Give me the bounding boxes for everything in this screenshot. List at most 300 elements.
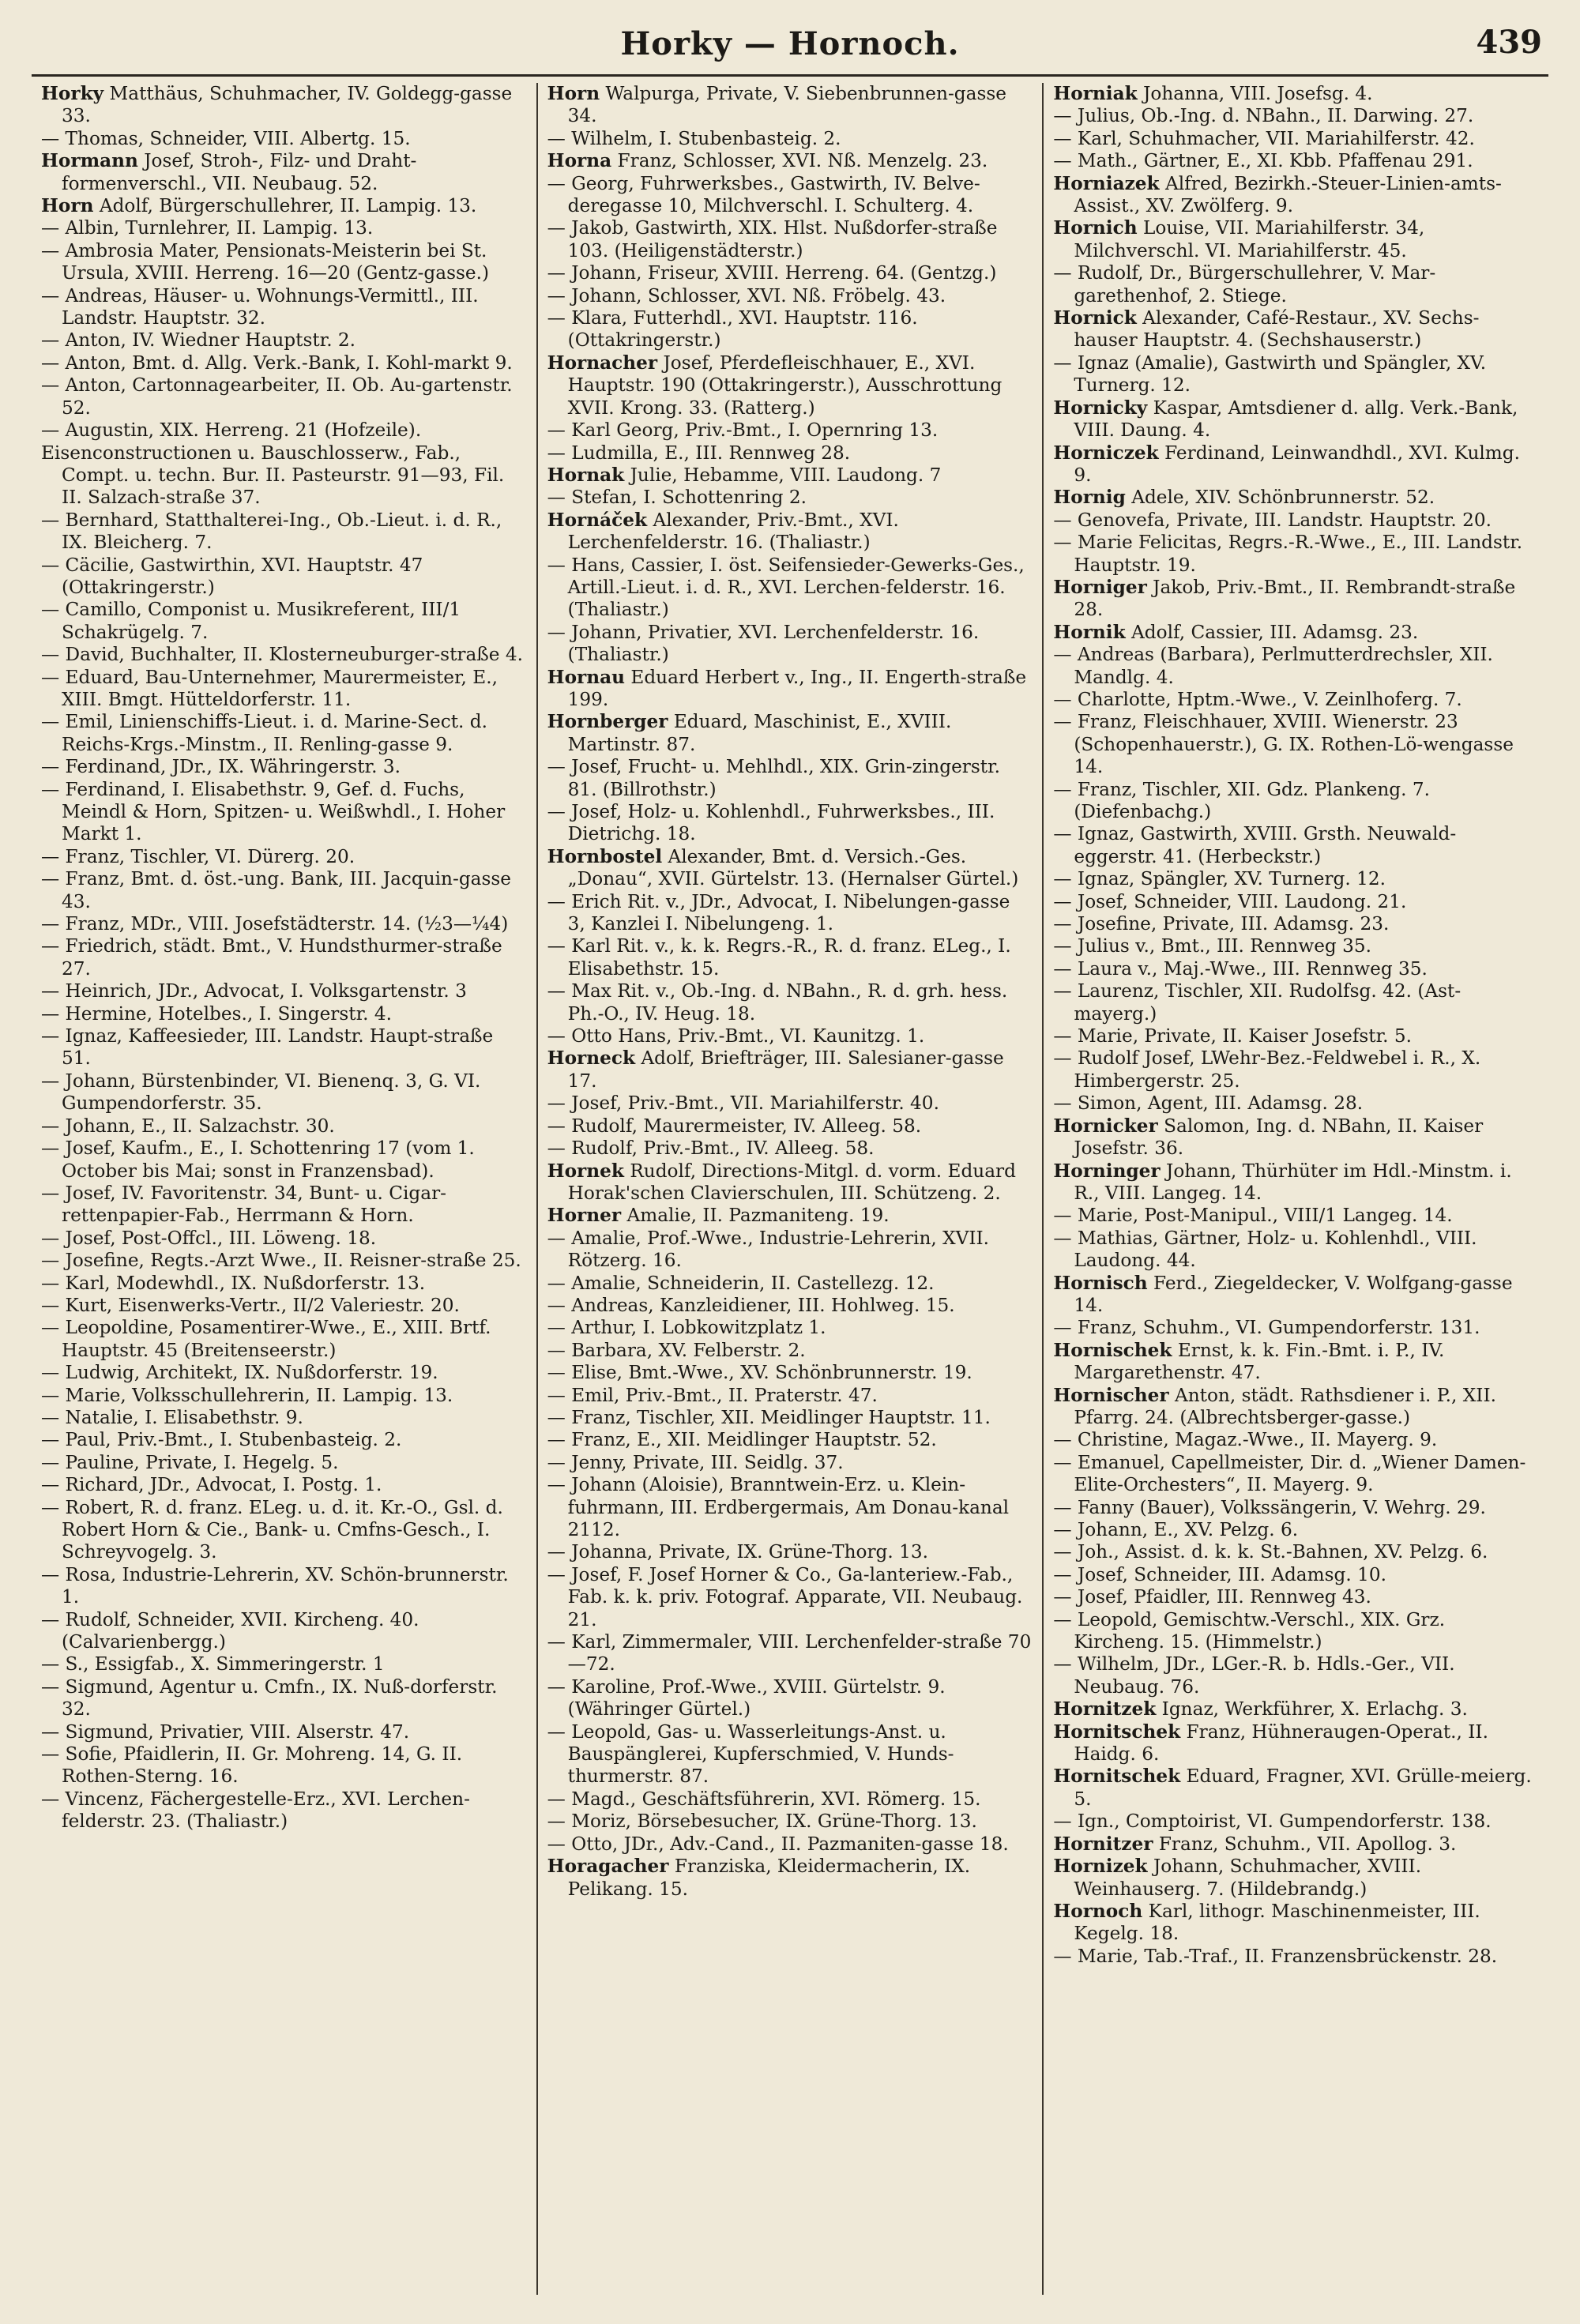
- directory-entry: [547, 83, 1033, 128]
- directory-entry: [547, 1295, 1033, 1317]
- directory-entry: [41, 442, 527, 510]
- directory-entry: [1053, 532, 1539, 577]
- entry-surname: Horn: [547, 83, 600, 104]
- directory-entry: [1053, 1519, 1539, 1541]
- entry-text: — Josef, Schneider, III. Adamsg. 10.: [1053, 1563, 1386, 1585]
- directory-entry: [547, 846, 1033, 891]
- directory-entry: [1053, 1766, 1539, 1811]
- directory-entry: [41, 1295, 527, 1317]
- entry-text: — Franz, Tischler, VI. Dürerg. 20.: [41, 845, 356, 867]
- entry-text: — Johanna, Private, IX. Grüne-Thorg. 13.: [547, 1541, 929, 1563]
- entry-text: Josef, Pferdefleischhauer, E., XVI. Hauptstr. 190 (Ottakringerstr.), Ausschrottung XVII. Krong. 33. (Ratterg.): [567, 352, 1003, 419]
- directory-entry: [547, 464, 1033, 487]
- entry-text: — Klara, Futterhdl., XVI. Hauptstr. 116. (Ottakringerstr.): [547, 307, 918, 352]
- entry-text: — Johann, E., II. Salzachstr. 30.: [41, 1115, 335, 1137]
- entry-text: — Laura v., Maj.-Wwe., III. Rennweg 35.: [1053, 957, 1428, 980]
- entry-text: Franziska, Kleidermacherin, IX. Pelikang. 15.: [567, 1856, 971, 1900]
- directory-entry: [547, 217, 1033, 262]
- entry-text: Josef, Stroh-, Filz- und Draht-formenverschl., VII. Neubaug. 52.: [62, 150, 417, 194]
- entry-text: — Eduard, Bau-Unternehmer, Maurermeister, E., XIII. Bmgt. Hütteldorferstr. 11.: [41, 666, 498, 710]
- entry-text: — Ferdinand, JDr., IX. Währingerstr. 3.: [41, 756, 401, 778]
- directory-entry: [41, 374, 527, 419]
- entry-text: — Simon, Agent, III. Adamsg. 28.: [1053, 1092, 1364, 1115]
- directory-entry: [547, 1385, 1033, 1407]
- entry-text: — Hermine, Hotelbes., I. Singerstr. 4.: [41, 1002, 393, 1025]
- entry-text: Johann, Schuhmacher, XVIII. Weinhauserg. 7. (Hildebrandg.): [1074, 1856, 1422, 1900]
- directory-entry: [41, 913, 527, 935]
- entry-text: Franz, Hühneraugen-Operat., II. Haidg. 6.: [1074, 1720, 1488, 1766]
- directory-entry: [41, 128, 527, 150]
- directory-entry: [41, 711, 527, 756]
- entry-text: — Mathias, Gärtner, Holz- u. Kohlenhdl., VIII. Laudong. 44.: [1053, 1227, 1477, 1272]
- entry-text: Ernst, k. k. Fin.-Bmt. i. P., IV. Margarethenstr. 47.: [1074, 1339, 1445, 1384]
- directory-entry: [1053, 823, 1539, 868]
- entry-text: Adolf, Cassier, III. Adamsg. 23.: [1125, 621, 1419, 643]
- directory-entry: [547, 1631, 1033, 1676]
- entry-surname: Horniger: [1053, 576, 1147, 598]
- directory-entry: [1053, 891, 1539, 913]
- directory-entry: [1053, 779, 1539, 824]
- entry-text: — Marie, Volksschullehrerin, II. Lampig. 13.: [41, 1384, 453, 1406]
- directory-entry: [1053, 1586, 1539, 1608]
- entry-text: — Franz, Tischler, XII. Meidlinger Hauptstr. 11.: [547, 1406, 991, 1428]
- directory-entry: [547, 980, 1033, 1025]
- entry-text: — Vincenz, Fächergestelle-Erz., XVI. Lerchen-felderstr. 23. (Thaliastr.): [41, 1788, 470, 1833]
- entry-text: — Franz, Schuhm., VI. Gumpendorferstr. 131.: [1053, 1317, 1480, 1339]
- entry-surname: Hornizek: [1053, 1856, 1148, 1878]
- entry-text: — Cäcilie, Gastwirthin, XVI. Hauptstr. 47 (Ottakringerstr.): [41, 554, 423, 598]
- entry-text: — Ludmilla, E., III. Rennweg 28.: [547, 442, 851, 464]
- entry-text: — Elise, Bmt.-Wwe., XV. Schönbrunnerstr. 19.: [547, 1362, 972, 1384]
- entry-surname: Hornek: [547, 1160, 624, 1182]
- entry-text: Kaspar, Amtsdiener d. allg. Verk.-Bank, VIII. Daung. 4.: [1074, 397, 1518, 442]
- directory-entry: [547, 1362, 1033, 1384]
- entry-surname: Hornitzer: [1053, 1833, 1153, 1855]
- entry-text: — Natalie, I. Elisabethstr. 9.: [41, 1406, 303, 1428]
- entry-text: — Kurt, Eisenwerks-Vertr., II/2 Valeriestr. 20.: [41, 1294, 460, 1316]
- directory-entry: [41, 1452, 527, 1474]
- directory-entry: [1053, 487, 1539, 509]
- entry-text: — Karl, Zimmermaler, VIII. Lerchenfelder-straße 70—72.: [547, 1631, 1032, 1675]
- entry-text: — Karl Rit. v., k. k. Regrs.-R., R. d. franz. ELeg., I. Elisabethstr. 15.: [547, 935, 1011, 980]
- directory-entry: [1053, 1811, 1539, 1833]
- entry-text: Alexander, Café-Restaur., XV. Sechs-hauser Hauptstr. 4. (Sechshauserstr.): [1074, 307, 1480, 352]
- directory-entry: [547, 1564, 1033, 1631]
- entry-text: — Julius, Ob.-Ing. d. NBahn., II. Darwing. 27.: [1053, 105, 1474, 127]
- entry-text: — Ignaz (Amalie), Gastwirth und Spängler, XV. Turnerg. 12.: [1053, 352, 1487, 397]
- entry-text: — Franz, Bmt. d. öst.-ung. Bank, III. Jacquin-gasse 43.: [41, 868, 512, 912]
- directory-entry: [1053, 262, 1539, 307]
- directory-entry: [41, 1025, 527, 1070]
- directory-entry: [1053, 1452, 1539, 1497]
- directory-entry: [547, 1092, 1033, 1115]
- entry-text: Ferdinand, Leinwandhdl., XVI. Kulmg. 9.: [1074, 442, 1520, 486]
- entry-text: Amalie, II. Pazmaniteng. 19.: [621, 1205, 890, 1227]
- entry-text: — Leopoldine, Posamentirer-Wwe., E., XIII. Brtf. Hauptstr. 45 (Breitenseerstr.): [41, 1317, 491, 1361]
- entry-surname: Hornisch: [1053, 1272, 1148, 1294]
- entry-text: — Heinrich, JDr., Advocat, I. Volksgartenstr. 3: [41, 980, 467, 1002]
- directory-entry: [547, 1138, 1033, 1160]
- directory-entry: [547, 1228, 1033, 1273]
- directory-entry: [1053, 622, 1539, 644]
- entry-surname: Hornbostel: [547, 845, 663, 867]
- directory-entry: [547, 1205, 1033, 1227]
- directory-entry: [1053, 1901, 1539, 1946]
- directory-entry: [1053, 1115, 1539, 1160]
- directory-entry: [1053, 980, 1539, 1025]
- entry-text: — Thomas, Schneider, VIII. Albertg. 15.: [41, 127, 411, 149]
- entry-text: — Rudolf Josef, LWehr-Bez.-Feldwebel i. R., X. Himbergerstr. 25.: [1053, 1047, 1481, 1092]
- entry-text: — Marie, Tab.-Traf., II. Franzensbrückenstr. 28.: [1053, 1945, 1498, 1967]
- entry-text: — Charlotte, Hptm.-Wwe., V. Zeinlhoferg. 7.: [1053, 688, 1462, 710]
- entry-text: — David, Buchhalter, II. Klosterneuburger-straße 4.: [41, 644, 524, 666]
- entry-text: — Marie, Post-Manipul., VIII/1 Langeg. 14.: [1053, 1205, 1453, 1227]
- directory-entry: [547, 801, 1033, 846]
- directory-entry: [1053, 689, 1539, 711]
- directory-entry: [1053, 913, 1539, 935]
- directory-entry: [41, 846, 527, 868]
- entry-surname: Horky: [41, 83, 104, 104]
- directory-entry: [1053, 1228, 1539, 1273]
- entry-text: Walpurga, Private, V. Siebenbrunnen-gasse 34.: [567, 83, 1006, 127]
- entry-text: — Josef, Holz- u. Kohlenhdl., Fuhrwerksbes., III. Dietrichg. 18.: [547, 801, 995, 845]
- entry-text: — Amalie, Prof.-Wwe., Industrie-Lehrerin, XVII. Rötzerg. 16.: [547, 1227, 990, 1272]
- entry-text: — Rudolf, Dr., Bürgerschullehrer, V. Mar-garethenhof, 2. Stiege.: [1053, 262, 1436, 306]
- directory-entry: [547, 510, 1033, 555]
- entry-text: — Sigmund, Privatier, VIII. Alserstr. 47.: [41, 1720, 410, 1743]
- directory-entry: [41, 195, 527, 217]
- directory-entry: [1053, 1564, 1539, 1586]
- entry-surname: Horniak: [1053, 83, 1138, 104]
- entry-text: — Albin, Turnlehrer, II. Lampig. 13.: [41, 217, 374, 239]
- entry-text: — Sigmund, Agentur u. Cmfn., IX. Nuß-dorferstr. 32.: [41, 1675, 498, 1720]
- page-header: [32, 22, 1548, 77]
- directory-entry: [41, 935, 527, 980]
- entry-surname: Hornoch: [1053, 1900, 1143, 1922]
- directory-entry: [41, 1362, 527, 1384]
- entry-text: — Max Rit. v., Ob.-Ing. d. NBahn., R. d. grh. hess. Ph.-O., IV. Heug. 18.: [547, 980, 1008, 1025]
- directory-entry: [547, 1452, 1033, 1474]
- entry-text: — Franz, Tischler, XII. Gdz. Plankeng. 7. (Diefenbachg.): [1053, 778, 1430, 822]
- entry-surname: Hornik: [1053, 621, 1126, 643]
- directory-entry: [41, 1497, 527, 1564]
- entry-text: — Johann, Schlosser, XVI. Nß. Fröbelg. 43.: [547, 284, 946, 306]
- entry-text: Karl, lithogr. Maschinenmeister, III. Kegelg. 18.: [1074, 1900, 1480, 1945]
- directory-entry: [547, 173, 1033, 218]
- entry-surname: Hornak: [547, 464, 625, 486]
- entry-text: — Franz, MDr., VIII. Josefstädterstr. 14. (½3—¼4): [41, 913, 509, 935]
- entry-text: — Andreas, Häuser- u. Wohnungs-Vermittl., III. Landstr. Hauptstr. 32.: [41, 284, 479, 329]
- entry-text: — Richard, JDr., Advocat, I. Postg. 1.: [41, 1474, 382, 1496]
- directory-entry: [41, 779, 527, 846]
- directory-entry: [1053, 1946, 1539, 1968]
- directory-entry: [41, 1407, 527, 1429]
- directory-entry: [41, 1250, 527, 1272]
- entry-text: — Camillo, Componist u. Musikreferent, III/1 Schakrügelg. 7.: [41, 599, 461, 643]
- entry-text: Rudolf, Directions-Mitgl. d. vorm. Eduard Horak'schen Clavierschulen, III. Schützeng. 2.: [567, 1160, 1016, 1204]
- directory-entry: [547, 419, 1033, 442]
- directory-entry: [41, 1385, 527, 1407]
- entry-text: — Johann, Friseur, XVIII. Herreng. 64. (Gentzg.): [547, 262, 997, 284]
- directory-entry: [1053, 1541, 1539, 1563]
- directory-entry: [1053, 1497, 1539, 1519]
- directory-entry: [41, 868, 527, 913]
- entry-text: — Leopold, Gemischtw.-Verschl., XIX. Grz. Kircheng. 15. (Himmelstr.): [1053, 1608, 1446, 1653]
- directory-entry: [1053, 1340, 1539, 1385]
- directory-entry: [1053, 1160, 1539, 1205]
- directory-entry: [1053, 711, 1539, 778]
- directory-columns: [32, 83, 1548, 2295]
- directory-entry: [547, 1811, 1033, 1833]
- directory-entry: [1053, 1653, 1539, 1698]
- entry-surname: Hornischek: [1053, 1339, 1172, 1361]
- directory-entry: [547, 935, 1033, 980]
- entry-text: — Josef, IV. Favoritenstr. 34, Bunt- u. Cigar-rettenpapier-Fab., Herrmann & Horn.: [41, 1182, 446, 1227]
- entry-surname: Hornicker: [1053, 1115, 1158, 1137]
- entry-text: Matthäus, Schuhmacher, IV. Goldegg-gasse 33.: [62, 83, 513, 127]
- directory-entry: [41, 1474, 527, 1496]
- entry-text: — Josef, Schneider, VIII. Laudong. 21.: [1053, 890, 1407, 912]
- entry-text: — Ludwig, Architekt, IX. Nußdorferstr. 19.: [41, 1362, 438, 1384]
- directory-entry: [1053, 1698, 1539, 1720]
- entry-text: — Josef, Post-Offcl., III. Löweng. 18.: [41, 1227, 377, 1249]
- directory-entry: [41, 1273, 527, 1295]
- entry-text: — Marie, Private, II. Kaiser Josefstr. 5.: [1053, 1025, 1413, 1047]
- entry-text: — Otto, JDr., Adv.-Cand., II. Pazmaniten-gasse 18.: [547, 1833, 1009, 1855]
- entry-text: — Wilhelm, I. Stubenbasteig. 2.: [547, 127, 841, 149]
- entry-text: — Emil, Linienschiffs-Lieut. i. d. Marine-Sect. d. Reichs-Krgs.-Minstm., II. Renling-gasse 9.: [41, 711, 488, 755]
- directory-entry: [41, 1721, 527, 1743]
- entry-surname: Horniazek: [1053, 172, 1160, 194]
- entry-text: — Rudolf, Schneider, XVII. Kircheng. 40. (Calvarienbergg.): [41, 1608, 419, 1653]
- directory-entry: [1053, 1205, 1539, 1227]
- entry-surname: Hornitschek: [1053, 1720, 1181, 1743]
- entry-text: Louise, VII. Mariahilferstr. 34, Milchverschl. VI. Mariahilferstr. 45.: [1074, 217, 1425, 261]
- entry-text: — Karoline, Prof.-Wwe., XVIII. Gürtelstr. 9. (Währinger Gürtel.): [547, 1675, 946, 1720]
- directory-entry: [1053, 1092, 1539, 1115]
- entry-text: — Johann (Aloisie), Branntwein-Erz. u. Klein-fuhrmann, III. Erdbergermais, Am Donau-kanal 2112.: [547, 1474, 1010, 1540]
- entry-text: Johanna, VIII. Josefsg. 4.: [1137, 83, 1373, 104]
- entry-surname: Hornitschek: [1053, 1766, 1181, 1788]
- entry-text: — Leopold, Gas- u. Wasserleitungs-Anst. u. Bauspänglerei, Kupferschmied, V. Hunds-thurmerstr. 87.: [547, 1720, 954, 1788]
- directory-entry: [41, 1429, 527, 1451]
- directory-entry: [41, 150, 527, 195]
- entry-text: — Wilhelm, JDr., LGer.-R. b. Hdls.-Ger., VII. Neubaug. 76.: [1053, 1653, 1455, 1698]
- directory-entry: [41, 1743, 527, 1788]
- entry-text: — Jakob, Gastwirth, XIX. Hlst. Nußdorfer-straße 103. (Heiligenstädterstr.): [547, 217, 998, 261]
- entry-text: — Rudolf, Maurermeister, IV. Alleeg. 58.: [547, 1115, 922, 1137]
- directory-entry: [1053, 307, 1539, 352]
- directory-entry: [1053, 958, 1539, 980]
- entry-text: — Josef, Frucht- u. Mehlhdl., XIX. Grin-zingerstr. 81. (Billrothstr.): [547, 756, 1000, 800]
- directory-entry: [547, 1788, 1033, 1811]
- entry-text: Franz, Schuhm., VII. Apollog. 3.: [1153, 1833, 1457, 1855]
- directory-entry: [1053, 1047, 1539, 1092]
- entry-text: — Barbara, XV. Felberstr. 2.: [547, 1339, 806, 1361]
- entry-surname: Hornig: [1053, 487, 1126, 509]
- directory-entry: [1053, 1609, 1539, 1654]
- entry-text: — Andreas (Barbara), Perlmutterdrechsler, XII. Mandlg. 4.: [1053, 644, 1493, 688]
- directory-entry: [547, 667, 1033, 712]
- entry-text: Ignaz, Werkführer, X. Erlachg. 3.: [1156, 1698, 1468, 1720]
- directory-entry: [1053, 1721, 1539, 1766]
- entry-surname: Horn: [41, 195, 94, 217]
- entry-text: — Ferdinand, I. Elisabethstr. 9, Gef. d. Fuchs, Meindl & Horn, Spitzen- u. Weißwhdl., I. Hoher Markt 1.: [41, 778, 506, 845]
- entry-text: — Rudolf, Priv.-Bmt., IV. Alleeg. 58.: [547, 1138, 875, 1160]
- entry-text: Anton, städt. Rathsdiener i. P., XII. Pfarrg. 24. (Albrechtsberger-gasse.): [1074, 1384, 1496, 1428]
- directory-entry: [547, 1340, 1033, 1362]
- entry-text: — Josef, F. Josef Horner & Co., Ga-lanteriew.-Fab., Fab. k. k. priv. Fotograf. Apparate, VII. Neubaug. 21.: [547, 1563, 1023, 1630]
- directory-entry: [1053, 1317, 1539, 1339]
- entry-text: — Anton, Cartonnagearbeiter, II. Ob. Au-gartenstr. 52.: [41, 374, 513, 419]
- directory-entry: [1053, 1429, 1539, 1451]
- directory-entry: [41, 1003, 527, 1025]
- directory-entry: [41, 1228, 527, 1250]
- entry-text: — Josef, Priv.-Bmt., VII. Mariahilferstr. 40.: [547, 1092, 939, 1115]
- entry-text: — Pauline, Private, I. Hegelg. 5.: [41, 1451, 339, 1473]
- directory-entry: [41, 1070, 527, 1115]
- directory-entry: [41, 329, 527, 352]
- entry-text: Alexander, Priv.-Bmt., XVI. Lerchenfelderstr. 16. (Thaliastr.): [567, 509, 899, 554]
- directory-entry: [1053, 217, 1539, 262]
- entry-text: — Otto Hans, Priv.-Bmt., VI. Kaunitzg. 1.: [547, 1025, 925, 1047]
- entry-text: — Karl, Schuhmacher, VII. Mariahilferstr. 42.: [1053, 127, 1475, 149]
- entry-surname: Hormann: [41, 150, 138, 172]
- directory-entry: [1053, 510, 1539, 532]
- entry-text: Eduard, Fragner, XVI. Grülle-meierg. 5.: [1074, 1766, 1532, 1810]
- directory-entry: [41, 83, 527, 128]
- entry-text: Jakob, Priv.-Bmt., II. Rembrandt-straße 28.: [1074, 576, 1516, 621]
- directory-entry: [1053, 644, 1539, 689]
- directory-entry: [1053, 397, 1539, 442]
- directory-entry: [547, 442, 1033, 464]
- directory-entry: [41, 1183, 527, 1228]
- directory-entry: [547, 555, 1033, 622]
- entry-text: — Arthur, I. Lobkowitzplatz 1.: [547, 1317, 826, 1339]
- entry-text: Adolf, Bürgerschullehrer, II. Lampig. 13.: [93, 195, 477, 217]
- entry-text: — Bernhard, Statthalterei-Ing., Ob.-Lieut. i. d. R., IX. Bleicherg. 7.: [41, 509, 502, 554]
- directory-entry: [547, 1273, 1033, 1295]
- directory-entry: [547, 1833, 1033, 1856]
- entry-text: — Rosa, Industrie-Lehrerin, XV. Schön-brunnerstr. 1.: [41, 1563, 509, 1608]
- directory-entry: [41, 419, 527, 442]
- directory-entry: [1053, 352, 1539, 397]
- entry-text: — Robert, R. d. franz. ELeg. u. d. it. Kr.-O., Gsl. d. Robert Horn & Cie., Bank- u. Cmfns-Gesch., I. Schreyvogelg. 3.: [41, 1496, 503, 1563]
- entry-surname: Hornischer: [1053, 1384, 1169, 1406]
- entry-text: Adele, XIV. Schönbrunnerstr. 52.: [1125, 487, 1435, 509]
- directory-entry: [41, 555, 527, 600]
- directory-entry: [1053, 442, 1539, 487]
- directory-entry: [1053, 1833, 1539, 1856]
- directory-entry: [547, 711, 1033, 756]
- entry-surname: Horna: [547, 150, 612, 172]
- directory-entry: [41, 1653, 527, 1675]
- directory-entry: [1053, 1273, 1539, 1318]
- directory-entry: [1053, 1856, 1539, 1901]
- entry-surname: Hornacher: [547, 352, 658, 374]
- directory-entry: [547, 285, 1033, 307]
- column-1: [32, 83, 536, 2295]
- entry-surname: Horner: [547, 1205, 622, 1227]
- entry-text: — Emanuel, Capellmeister, Dir. d. „Wiener Damen-Elite-Orchesters“, II. Mayerg. 9.: [1053, 1451, 1526, 1496]
- entry-surname: Horneck: [547, 1047, 636, 1070]
- directory-entry: [41, 756, 527, 778]
- entry-text: — Ignaz, Spängler, XV. Turnerg. 12.: [1053, 868, 1386, 890]
- entry-text: — Georg, Fuhrwerksbes., Gastwirth, IV. Belve-deregasse 10, Milchverschl. I. Schulterg. 4.: [547, 172, 980, 217]
- directory-entry: [41, 217, 527, 239]
- directory-entry: [41, 1564, 527, 1609]
- entry-text: Alfred, Bezirkh.-Steuer-Linien-amts-Assist., XV. Zwölferg. 9.: [1074, 172, 1502, 217]
- directory-entry: [547, 262, 1033, 284]
- entry-surname: Hornich: [1053, 217, 1138, 239]
- directory-entry: [1053, 128, 1539, 150]
- directory-entry: [547, 1541, 1033, 1563]
- entry-surname: Hornberger: [547, 711, 668, 733]
- column-2: [536, 83, 1043, 2295]
- entry-text: — Johann, Bürstenbinder, VI. Bienenq. 3, G. VI. Gumpendorferstr. 35.: [41, 1070, 481, 1115]
- entry-text: — Augustin, XIX. Herreng. 21 (Hofzeile).: [41, 419, 422, 442]
- entry-text: — Franz, Fleischhauer, XVIII. Wienerstr. 23 (Schopenhauerstr.), G. IX. Rothen-Lö-wengasse 14.: [1053, 711, 1514, 778]
- directory-entry: [41, 644, 527, 666]
- entry-text: — Ign., Comptoirist, VI. Gumpendorferstr. 138.: [1053, 1811, 1492, 1833]
- entry-surname: Hornick: [1053, 307, 1137, 329]
- directory-entry: [547, 1047, 1033, 1092]
- entry-text: — Karl, Modewhdl., IX. Nußdorferstr. 13.: [41, 1272, 426, 1294]
- directory-entry: [547, 1317, 1033, 1339]
- directory-entry: [41, 1317, 527, 1362]
- directory-entry: [1053, 1385, 1539, 1430]
- entry-text: — Ambrosia Mater, Pensionats-Meisterin bei St. Ursula, XVIII. Herreng. 16—20 (Gentz-gasse.): [41, 239, 490, 284]
- entry-text: Eduard, Maschinist, E., XVIII. Martinstr. 87.: [567, 711, 952, 755]
- directory-entry: [547, 1676, 1033, 1721]
- directory-entry: [1053, 173, 1539, 218]
- entry-text: — Erich Rit. v., JDr., Advocat, I. Nibelungen-gasse 3, Kanzlei I. Nibelungeng. 1.: [547, 890, 1010, 935]
- directory-entry: [547, 1721, 1033, 1788]
- entry-text: — Josefine, Regts.-Arzt Wwe., II. Reisner-straße 25.: [41, 1250, 521, 1272]
- entry-surname: Horniczek: [1053, 442, 1159, 464]
- column-3: [1042, 83, 1548, 2295]
- directory-entry: [41, 1788, 527, 1833]
- directory-entry: [41, 510, 527, 555]
- directory-entry: [547, 150, 1033, 172]
- entry-text: — Ignaz, Kaffeesieder, III. Landstr. Haupt-straße 51.: [41, 1025, 494, 1070]
- entry-text: — Anton, Bmt. d. Allg. Verk.-Bank, I. Kohl-markt 9.: [41, 352, 513, 374]
- entry-text: — Jenny, Private, III. Seidlg. 37.: [547, 1451, 844, 1473]
- directory-entry: [41, 1609, 527, 1654]
- directory-entry: [547, 1160, 1033, 1205]
- directory-entry: [547, 1429, 1033, 1451]
- entry-text: Ferd., Ziegeldecker, V. Wolfgang-gasse 14.: [1074, 1272, 1513, 1316]
- entry-text: Johann, Thürhüter im Hdl.-Minstm. i. R., VIII. Langeg. 14.: [1074, 1160, 1512, 1204]
- entry-surname: Hornitzek: [1053, 1698, 1157, 1720]
- directory-entry: [1053, 935, 1539, 957]
- directory-entry: [41, 1115, 527, 1138]
- entry-surname: Hornicky: [1053, 397, 1148, 419]
- entry-text: — Johann, Privatier, XVI. Lerchenfelderstr. 16. (Thaliastr.): [547, 621, 980, 666]
- entry-text: — Ignaz, Gastwirth, XVIII. Grsth. Neuwald-eggerstr. 41. (Herbeckstr.): [1053, 823, 1457, 867]
- entry-text: — Franz, E., XII. Meidlinger Hauptstr. 52.: [547, 1429, 937, 1451]
- directory-entry: [547, 352, 1033, 419]
- entry-text: — Christine, Magaz.-Wwe., II. Mayerg. 9.: [1053, 1429, 1438, 1451]
- directory-entry: [547, 487, 1033, 509]
- entry-text: — Moriz, Börsebesucher, IX. Grüne-Thorg. 13.: [547, 1811, 977, 1833]
- entry-text: Julie, Hebamme, VIII. Laudong. 7: [624, 464, 942, 486]
- entry-text: Franz, Schlosser, XVI. Nß. Menzelg. 23.: [611, 150, 988, 172]
- directory-entry: [41, 599, 527, 644]
- directory-entry: [547, 1115, 1033, 1138]
- entry-text: — Joh., Assist. d. k. k. St.-Bahnen, XV. Pelzg. 6.: [1053, 1541, 1488, 1563]
- entry-text: — Magd., Geschäftsführerin, XVI. Römerg. 15.: [547, 1788, 981, 1810]
